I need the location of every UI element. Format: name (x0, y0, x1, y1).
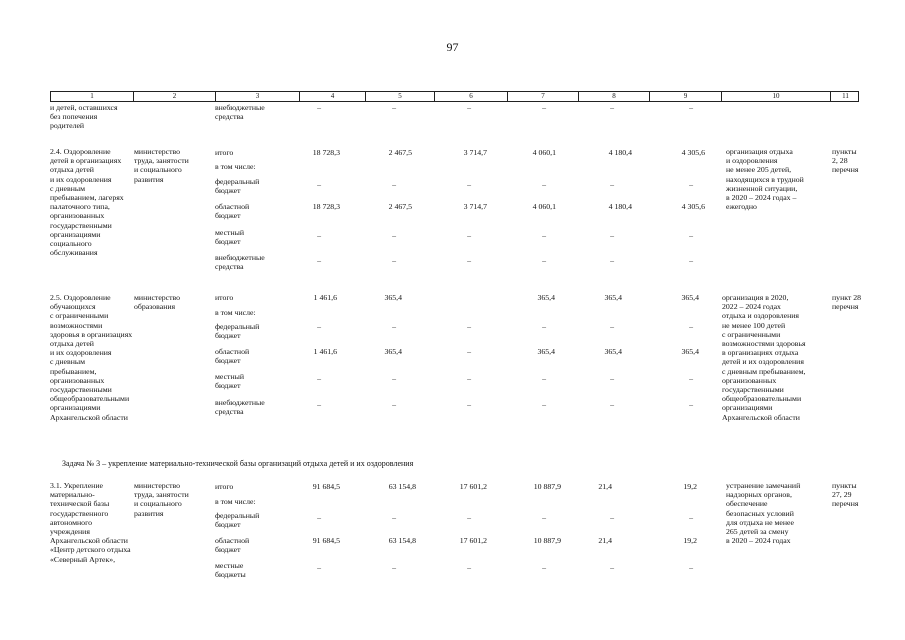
value-total: 1 461,6 (313, 293, 337, 302)
value-2024: 19,2 (683, 536, 697, 545)
value-cell: – (467, 180, 471, 189)
value-2022: 365,4 (537, 347, 555, 356)
value-2022: 10 887,9 (533, 482, 561, 491)
funding-source: итого (215, 482, 234, 491)
value-cell: – (392, 513, 396, 522)
value-cell: – (610, 322, 614, 331)
value-cell: – (542, 513, 546, 522)
value-cell: – (542, 103, 546, 112)
value-cell: – (392, 400, 396, 409)
value-2020: 2 467,5 (388, 202, 412, 211)
value-2022: 4 060,1 (532, 202, 556, 211)
value-cell: – (467, 400, 471, 409)
value-cell: – (689, 374, 693, 383)
value-cell: – (317, 400, 321, 409)
responsible-body: министерство труда, занятости и социального развития (134, 481, 189, 518)
value-cell: – (689, 103, 693, 112)
value-2021: 3 714,7 (463, 202, 487, 211)
value-2020: 63 154,8 (388, 536, 416, 545)
expected-result: устранение замечаний надзорных органов, обеспечение безопасных условий для отдыха не менее 265 детей за смену в 2020 – 2024 годах (726, 481, 801, 546)
expected-result: организация в 2020, 2022 – 2024 годах отдыха и оздоровления не менее 100 детей с ограниченными возможностями здоровья в организациях отдыха детей и их оздоровления с дневным пребыванием, организованных государственными общеобразовательными организациями Архангельской области (722, 293, 806, 422)
value-cell: – (392, 256, 396, 265)
value-cell: – (542, 400, 546, 409)
value-cell: – (689, 322, 693, 331)
reference-points: пункт 28 перечня (832, 293, 862, 312)
funding-source: федеральный бюджет (215, 322, 260, 341)
col-header-5: 5 (365, 92, 434, 101)
value-cell: – (392, 374, 396, 383)
col-header-10: 10 (721, 92, 830, 101)
value-2023: 4 180,4 (608, 148, 632, 157)
value-2022: 365,4 (537, 293, 555, 302)
value-cell: – (317, 322, 321, 331)
funding-source: местные бюджеты (215, 561, 246, 580)
value-2021: – (467, 347, 471, 356)
value-cell: – (689, 513, 693, 522)
funding-source: итого (215, 148, 234, 157)
row-name: и детей, оставшихся без попечения родителей (50, 103, 118, 131)
value-2023: 21,4 (598, 482, 612, 491)
value-cell: – (467, 103, 471, 112)
value-cell: – (317, 513, 321, 522)
col-header-4: 4 (299, 92, 365, 101)
funding-source: в том числе: (215, 497, 256, 506)
col-header-7: 7 (507, 92, 578, 101)
funding-source: областной бюджет (215, 347, 250, 366)
value-cell: – (610, 103, 614, 112)
value-2020: 365,4 (384, 347, 402, 356)
responsible-body: министерство образования (134, 293, 181, 312)
funding-source: федеральный бюджет (215, 177, 260, 196)
col-header-3: 3 (215, 92, 299, 101)
funding-source: областной бюджет (215, 536, 250, 555)
funding-source: в том числе: (215, 162, 256, 171)
value-2021: 17 601,2 (459, 536, 487, 545)
task-heading: Задача № 3 – укрепление материально-технической базы организаций отдыха детей и их оздоровления (62, 459, 414, 468)
funding-source: федеральный бюджет (215, 511, 260, 530)
value-cell: – (689, 400, 693, 409)
value-2024: 4 305,6 (681, 202, 705, 211)
value-cell: – (542, 374, 546, 383)
funding-source: внебюджетные средства (215, 253, 265, 272)
value-2021: 3 714,7 (463, 148, 487, 157)
value-cell: – (542, 231, 546, 240)
value-2024: 365,4 (681, 347, 699, 356)
value-cell: – (610, 374, 614, 383)
value-cell: – (392, 231, 396, 240)
col-header-11: 11 (830, 92, 860, 101)
value-2024: 4 305,6 (681, 148, 705, 157)
value-cell: – (467, 231, 471, 240)
value-cell: – (317, 374, 321, 383)
page-number: 97 (446, 40, 459, 54)
value-total: 18 728,3 (312, 148, 340, 157)
value-cell: – (317, 231, 321, 240)
responsible-body: министерство труда, занятости и социального развития (134, 147, 189, 184)
value-cell: – (542, 563, 546, 572)
value-cell: – (689, 180, 693, 189)
value-2021: 17 601,2 (459, 482, 487, 491)
reference-points: пункты 2, 28 перечня (832, 147, 859, 175)
value-cell: – (317, 563, 321, 572)
value-cell: – (610, 180, 614, 189)
value-cell: – (610, 256, 614, 265)
value-cell: – (317, 256, 321, 265)
value-cell: – (392, 180, 396, 189)
value-total: 1 461,6 (313, 347, 337, 356)
value-2023: 365,4 (604, 347, 622, 356)
funding-source: внебюджетные средства (215, 398, 265, 417)
value-2022: 10 887,9 (533, 536, 561, 545)
value-cell: – (542, 322, 546, 331)
funding-source: внебюджетные средства (215, 103, 265, 122)
value-2020: 63 154,8 (388, 482, 416, 491)
value-2020: 2 467,5 (388, 148, 412, 157)
reference-points: пункты 27, 29 перечня (832, 481, 859, 509)
value-2023: 4 180,4 (608, 202, 632, 211)
value-cell: – (317, 180, 321, 189)
value-2020: 365,4 (384, 293, 402, 302)
value-cell: – (610, 513, 614, 522)
value-cell: – (392, 103, 396, 112)
value-cell: – (542, 180, 546, 189)
value-cell: – (610, 400, 614, 409)
value-cell: – (467, 513, 471, 522)
table-header-row (50, 91, 859, 102)
value-cell: – (467, 256, 471, 265)
value-cell: – (542, 256, 546, 265)
value-cell: – (610, 231, 614, 240)
row-name: 2.4. Оздоровление детей в организациях отдыха детей и их оздоровления с дневным пребыванием, лагерях палаточного типа, организованных государственными организациями социального обслуживания (50, 147, 124, 258)
col-header-6: 6 (434, 92, 507, 101)
funding-source: местный бюджет (215, 228, 245, 247)
value-total: 18 728,3 (312, 202, 340, 211)
value-cell: – (689, 231, 693, 240)
value-cell: – (392, 563, 396, 572)
col-header-8: 8 (578, 92, 649, 101)
value-2022: 4 060,1 (532, 148, 556, 157)
value-total: 91 684,5 (312, 536, 340, 545)
value-2023: 21,4 (598, 536, 612, 545)
value-cell: – (610, 563, 614, 572)
value-cell: – (689, 256, 693, 265)
value-cell: – (467, 374, 471, 383)
row-name: 2.5. Оздоровление обучающихся с ограниченными возможностями здоровья в организациях отдыха детей и их оздоровления с дневным пребыванием, организованных государственными общеобразовательными организациями Архангельской области (50, 293, 133, 422)
col-header-1: 1 (90, 92, 94, 100)
col-header-9: 9 (649, 92, 721, 101)
value-cell: – (317, 103, 321, 112)
funding-source: местный бюджет (215, 372, 245, 391)
funding-source: в том числе: (215, 308, 256, 317)
value-2024: 19,2 (683, 482, 697, 491)
row-name: 3.1. Укрепление материально- технической базы государственного автономного учреждения Архангельской области «Центр детского отдыха «Северный Артек», (50, 481, 131, 564)
value-total: 91 684,5 (312, 482, 340, 491)
value-cell: – (467, 563, 471, 572)
value-cell: – (467, 322, 471, 331)
col-header-2: 2 (133, 92, 215, 101)
value-2023: 365,4 (604, 293, 622, 302)
value-2024: 365,4 (681, 293, 699, 302)
expected-result: организация отдыха и оздоровления не менее 205 детей, находящихся в трудной жизненной ситуации, в 2020 – 2024 годах – ежегодно (726, 147, 804, 212)
funding-source: итого (215, 293, 234, 302)
funding-source: областной бюджет (215, 202, 250, 221)
value-cell: – (689, 563, 693, 572)
value-cell: – (392, 322, 396, 331)
